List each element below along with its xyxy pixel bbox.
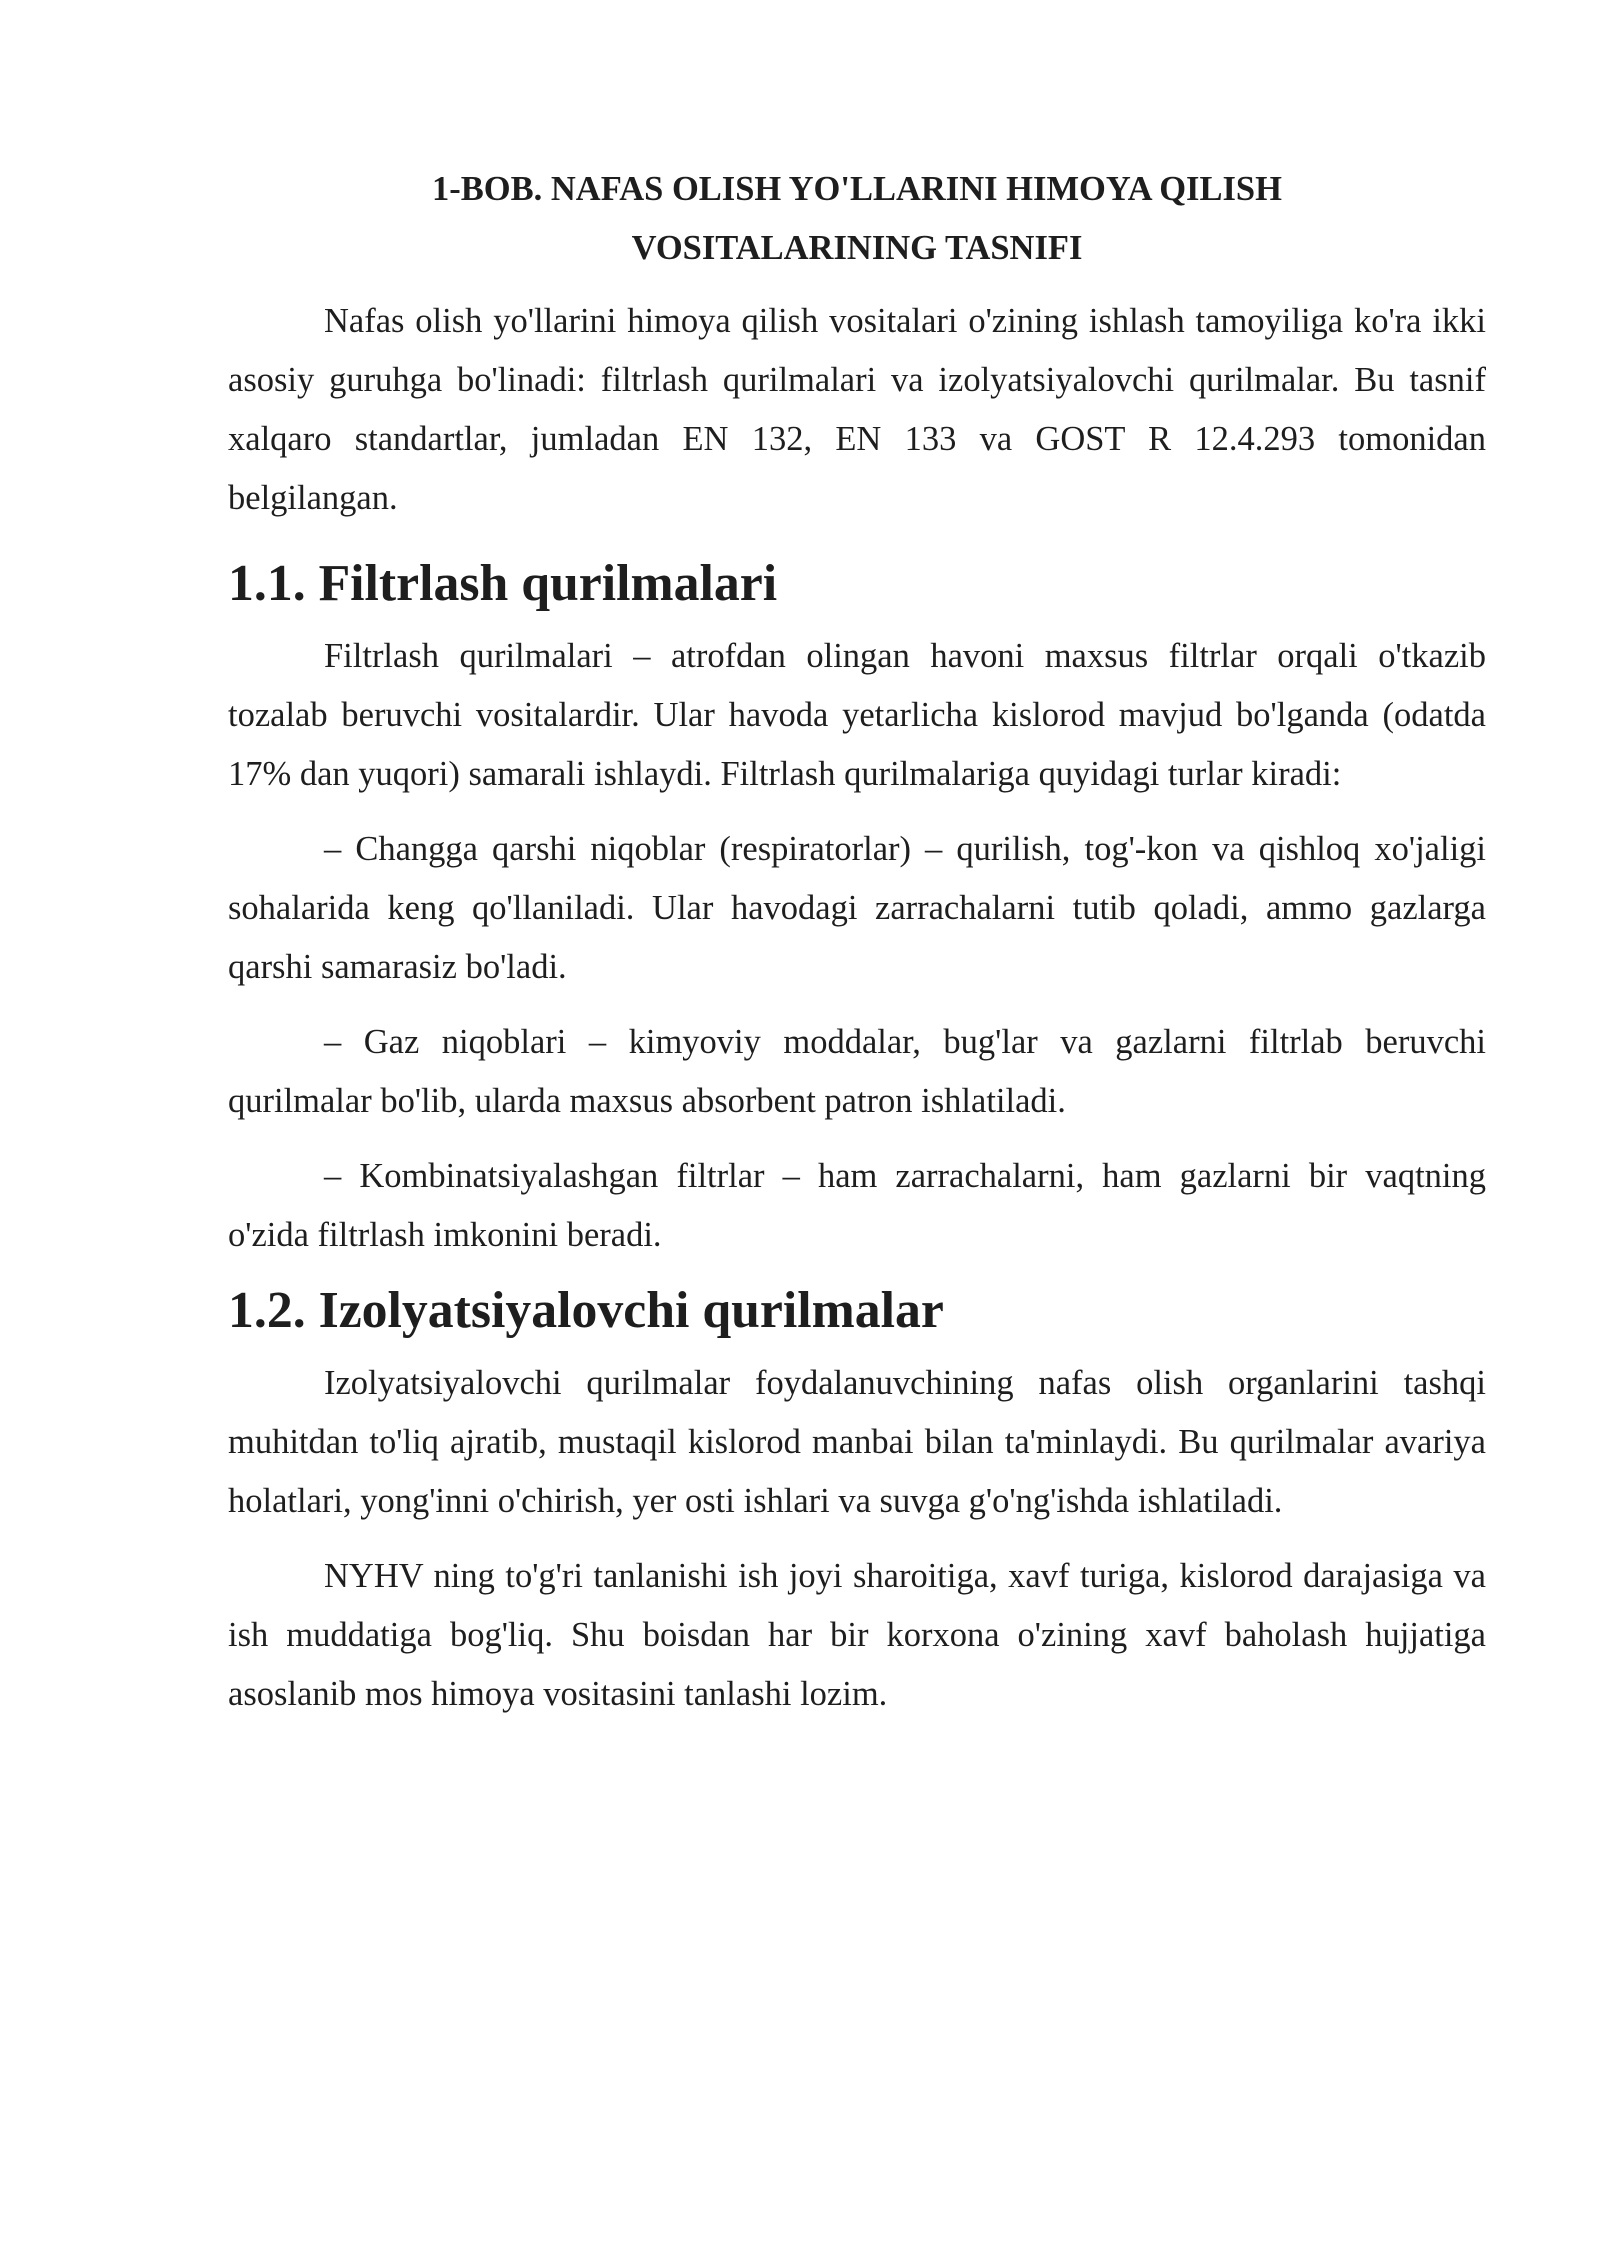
list-item-kombinatsiyalashgan: – Kombinatsiyalashgan filtrlar – ham zarrachalarni, ham gazlarni bir vaqtning o'zida filtrlash imkonini beradi.: [228, 1157, 1486, 1254]
page-content: [228, 160, 1486, 1740]
chapter-title-line-2: VOSITALARINING TASNIFI: [631, 229, 1083, 267]
chapter-title-line-1: 1-BOB. NAFAS OLISH YO'LLARINI HIMOYA QILISH: [432, 170, 1282, 208]
section-heading-izolyatsiyalovchi: 1.2. Izolyatsiyalovchi qurilmalar: [228, 1282, 944, 1339]
section-1-paragraph: Filtrlash qurilmalari – atrofdan olingan havoni maxsus filtrlar orqali o'tkazib tozalab beruvchi vositalardir. Ular havoda yetarlicha kislorod mavjud bo'lganda (odatda 17% dan yuqori) samarali ishlaydi. Filtrlash qurilmalariga quyidagi turlar kiradi:: [228, 637, 1486, 793]
chapter-title: [228, 160, 1486, 278]
list-item-respiratorlar: – Changga qarshi niqoblar (respiratorlar) – qurilish, tog'-kon va qishloq xo'jaligi sohalarida keng qo'llaniladi. Ular havodagi zarrachalarni tutib qoladi, ammo gazlarga qarshi samarasiz bo'ladi.: [228, 830, 1486, 986]
closing-paragraph: NYHV ning to'g'ri tanlanishi ish joyi sharoitiga, xavf turiga, kislorod darajasiga va ish muddatiga bog'liq. Shu boisdan har bir korxona o'zining xavf baholash hujjatiga asoslanib mos himoya vositasini tanlashi lozim.: [228, 1557, 1486, 1713]
intro-paragraph: Nafas olish yo'llarini himoya qilish vositalari o'zining ishlash tamoyiliga ko'ra ikki asosiy guruhga bo'linadi: filtrlash qurilmalari va izolyatsiyalovchi qurilmalar. Bu tasnif xalqaro standartlar, jumladan EN 132, EN 133 va GOST R 12.4.293 tomonidan belgilangan.: [228, 302, 1486, 517]
list-item-gaz-niqoblari: – Gaz niqoblari – kimyoviy moddalar, bug'lar va gazlarni filtrlab beruvchi qurilmalar bo'lib, ularda maxsus absorbent patron ishlatiladi.: [228, 1023, 1486, 1120]
section-2-paragraph: Izolyatsiyalovchi qurilmalar foydalanuvchining nafas olish organlarini tashqi muhitdan to'liq ajratib, mustaqil kislorod manbai bilan ta'minlaydi. Bu qurilmalar avariya holatlari, yong'inni o'chirish, yer osti ishlari va suvga g'o'ng'ishda ishlatiladi.: [228, 1364, 1486, 1520]
section-heading-filtrlash: 1.1. Filtrlash qurilmalari: [228, 555, 778, 612]
